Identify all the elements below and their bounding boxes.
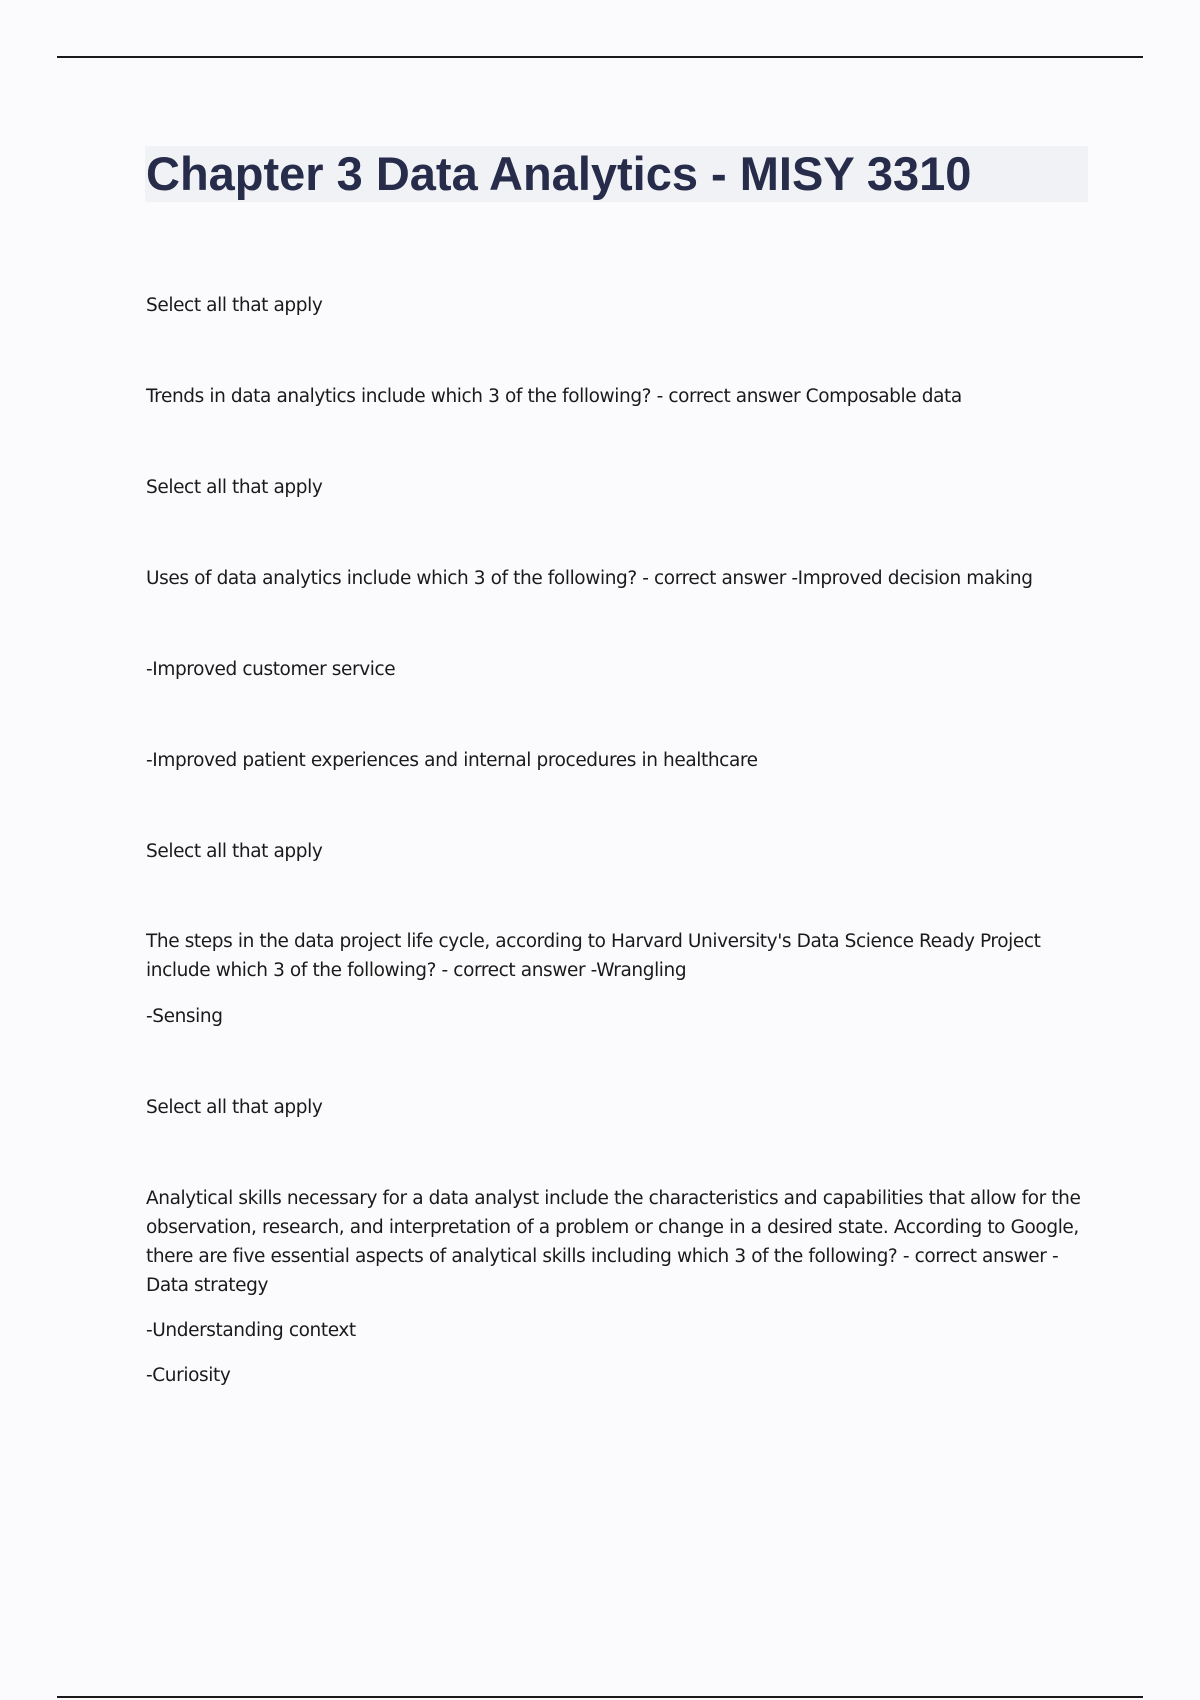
header-rule bbox=[57, 56, 1143, 58]
answer-item: -Sensing bbox=[146, 1006, 223, 1027]
instruction-line: Select all that apply bbox=[146, 1097, 323, 1118]
instruction-line: Select all that apply bbox=[146, 477, 323, 498]
answer-item: -Improved patient experiences and internal procedures in healthcare bbox=[146, 750, 758, 771]
footer-rule bbox=[57, 1696, 1143, 1698]
answer-item: -Curiosity bbox=[146, 1365, 231, 1386]
instruction-line: Select all that apply bbox=[146, 841, 323, 862]
page-title: Chapter 3 Data Analytics - MISY 3310 bbox=[146, 147, 972, 200]
answer-item: -Understanding context bbox=[146, 1320, 356, 1341]
question-2: Uses of data analytics include which 3 of the following? - correct answer -Improved decision making bbox=[146, 568, 1033, 589]
question-3: The steps in the data project life cycle, according to Harvard University's Data Science Ready Project include which 3 of the following? - correct answer -Wrangling bbox=[146, 931, 1041, 981]
question-4: Analytical skills necessary for a data analyst include the characteristics and capabilities that allow for the observation, research, and interpretation of a problem or change in a desired state. According to Google, there are five essential aspects of analytical skills including which 3 of the following? - correct answer - Data strategy bbox=[146, 1188, 1081, 1296]
answer-item: -Improved customer service bbox=[146, 659, 396, 680]
instruction-line: Select all that apply bbox=[146, 295, 323, 316]
question-1: Trends in data analytics include which 3 of the following? - correct answer Composable data bbox=[146, 386, 962, 407]
